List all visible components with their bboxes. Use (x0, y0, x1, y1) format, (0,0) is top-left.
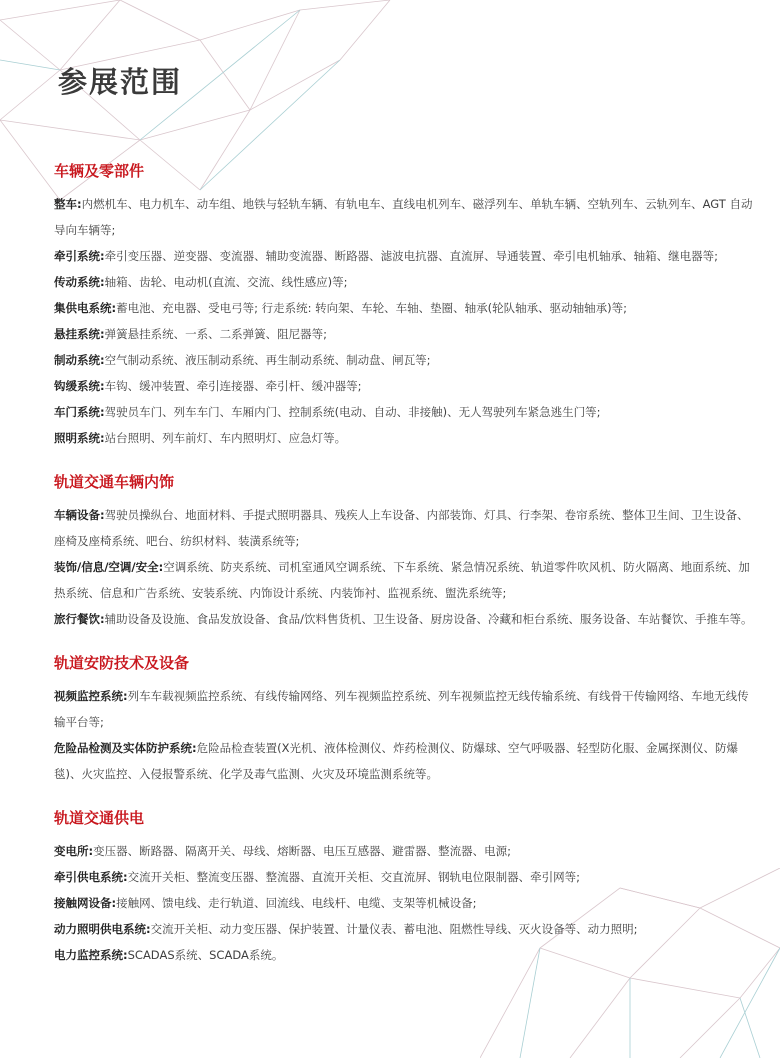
page-title: 参展范围 (58, 65, 183, 99)
item-label: 装饰/信息/空调/安全: (54, 560, 164, 574)
item-text: 内燃机车、电力机车、动车组、地铁与轻轨车辆、有轨电车、直线电机列车、磁浮列车、单轨车辆、空轨列车、云轨列车、AGT 自动导向车辆等; (54, 197, 753, 237)
item-text: 轴箱、齿轮、电动机(直流、交流、线性感应)等; (104, 275, 348, 289)
item-label: 制动系统: (54, 353, 105, 367)
list-item (54, 942, 754, 968)
list-item (54, 606, 754, 632)
item-label: 照明系统: (54, 431, 105, 445)
section-power-supply (54, 807, 754, 968)
list-item (54, 399, 754, 425)
item-text: 牵引变压器、逆变器、变流器、辅助变流器、断路器、滤波电抗器、直流屏、导通装置、牵引电机轴承、轴箱、继电器等; (104, 249, 718, 263)
section-title: 轨道交通车辆内饰 (54, 473, 175, 491)
list-item (54, 243, 754, 269)
list-item (54, 735, 754, 787)
list-item (54, 554, 754, 606)
item-text: 交流开关柜、动力变压器、保护装置、计量仪表、蓄电池、阻燃性导线、灭火设备等、动力照明; (150, 922, 638, 936)
item-text: 空气制动系统、液压制动系统、再生制动系统、制动盘、闸瓦等; (104, 353, 431, 367)
item-label: 牵引供电系统: (54, 870, 128, 884)
item-label: 整车: (54, 197, 82, 211)
item-label: 车辆设备: (54, 508, 105, 522)
item-text: 空调系统、防夹系统、司机室通风空调系统、下车系统、紧急情况系统、轨道零件吹风机、防火隔离、地面系统、加热系统、信息和广告系统、安装系统、内饰设计系统、内装饰衬、监视系统、盥洗系统等; (54, 560, 750, 600)
list-item (54, 191, 754, 243)
item-text: 弹簧悬挂系统、一系、二系弹簧、阻尼器等; (104, 327, 327, 341)
list-item (54, 425, 754, 451)
item-label: 牵引系统: (54, 249, 105, 263)
item-label: 危险品检测及实体防护系统: (54, 741, 197, 755)
item-label: 钩缓系统: (54, 379, 105, 393)
section-title: 轨道交通供电 (54, 809, 145, 827)
item-label: 视频监控系统: (54, 689, 128, 703)
item-text: 站台照明、列车前灯、车内照明灯、应急灯等。 (104, 431, 347, 445)
item-label: 动力照明供电系统: (54, 922, 151, 936)
list-item (54, 890, 754, 916)
list-item (54, 502, 754, 554)
section-vehicles-parts (54, 160, 754, 451)
list-item (54, 347, 754, 373)
item-text: 列车车载视频监控系统、有线传输网络、列车视频监控系统、列车视频监控无线传输系统、有线骨干传输网络、车地无线传输平台等; (54, 689, 749, 729)
item-text: 车钩、缓冲装置、牵引连接器、牵引杆、缓冲器等; (104, 379, 362, 393)
section-vehicle-interior (54, 471, 754, 632)
list-item (54, 373, 754, 399)
list-item (54, 295, 754, 321)
item-label: 旅行餐饮: (54, 612, 105, 626)
item-text: 交流开关柜、整流变压器、整流器、直流开关柜、交直流屏、钢轨电位限制器、牵引网等; (127, 870, 580, 884)
item-label: 传动系统: (54, 275, 105, 289)
list-item (54, 838, 754, 864)
section-title: 轨道安防技术及设备 (54, 654, 190, 672)
item-label: 接触网设备: (54, 896, 117, 910)
item-label: 电力监控系统: (54, 948, 128, 962)
item-text: 危险品检查装置(X光机、液体检测仪、炸药检测仪、防爆球、空气呼吸器、轻型防化服、金属探测仪、防爆毯)、火灾监控、入侵报警系统、化学及毒气监测、火灾及环境监测系统等。 (54, 741, 738, 781)
item-label: 车门系统: (54, 405, 105, 419)
list-item (54, 321, 754, 347)
exhibit-scope-content (54, 160, 754, 988)
item-text: 辅助设备及设施、食品发放设备、食品/饮料售货机、卫生设备、厨房设备、冷藏和柜台系统、服务设备、车站餐饮、手推车等。 (104, 612, 753, 626)
list-item (54, 269, 754, 295)
item-text: 变压器、断路器、隔离开关、母线、熔断器、电压互感器、避雷器、整流器、电源; (93, 844, 511, 858)
item-text: 接触网、馈电线、走行轨道、回流线、电线杆、电缆、支架等机械设备; (116, 896, 477, 910)
list-item (54, 916, 754, 942)
item-text: 蓄电池、充电器、受电弓等; 行走系统: 转向架、车轮、车轴、垫圈、轴承(轮队轴承、驱动轴轴承)等; (116, 301, 628, 315)
item-label: 悬挂系统: (54, 327, 105, 341)
item-text: 驾驶员操纵台、地面材料、手提式照明器具、残疾人上车设备、内部装饰、灯具、行李架、卷帘系统、整体卫生间、卫生设备、座椅及座椅系统、吧台、纺织材料、装潢系统等; (54, 508, 749, 548)
item-text: 驾驶员车门、列车车门、车厢内门、控制系统(电动、自动、非接触)、无人驾驶列车紧急逃生门等; (104, 405, 601, 419)
item-label: 变电所: (54, 844, 94, 858)
list-item (54, 683, 754, 735)
item-text: SCADAS系统、SCADA系统。 (127, 948, 284, 962)
section-security-equipment (54, 652, 754, 787)
section-title: 车辆及零部件 (54, 162, 145, 180)
list-item (54, 864, 754, 890)
item-label: 集供电系统: (54, 301, 117, 315)
